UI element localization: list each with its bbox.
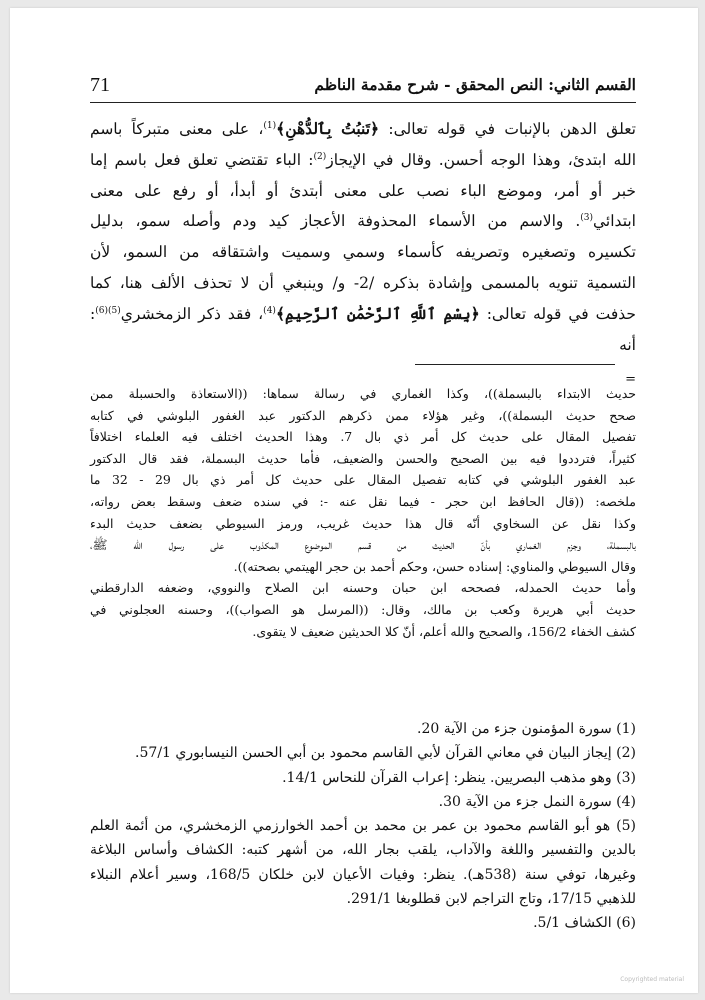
page-header	[90, 72, 636, 103]
footnote-line: حديث الابتداء بالبسملة))، وكذا الغماري في رسالة سماها: ((الاستعاذة والحسبلة ممن	[90, 386, 636, 401]
footnote-3: (3) وهو مذهب البصريين. ينظر: إعراب القرآن للنحاس 14/1.	[282, 769, 636, 786]
footnote-ref: (1)	[263, 120, 277, 131]
footnote-list	[90, 717, 636, 936]
footnote-ref: (4)	[263, 305, 276, 316]
footnote-line: كثيراً، فترددوا فيه بين الصحيح والحسن والضعيف، فأما حديث البسملة، فقد قال الدكتور	[90, 450, 636, 466]
page-number: 71	[90, 74, 110, 96]
footnote-line: كشف الخفاء 156/2، والصحيح والله أعلم، أنّ كلا الحديثين ضعيف لا يتقوى.	[252, 623, 636, 639]
text-run: ، فقد ذكر الزمخشري	[120, 304, 264, 323]
footnote-2: (2) إيجاز البيان في معاني القرآن لأبي القاسم محمود بن أبي الحسن النيسابوري 57/1.	[135, 745, 636, 762]
main-text	[90, 114, 636, 360]
text-run: : الباء تقتضي تعلق فعل باسم إما	[90, 150, 314, 169]
text-run: : أنه	[90, 304, 636, 354]
body-line	[90, 299, 636, 361]
body-line	[90, 145, 636, 176]
body-line: تكسيره وتصغيره وتصريفه كأسماء وسمي وسميت واشتقاقه من السمو، لأن	[90, 243, 636, 262]
footnote-1: (1) سورة المؤمنون جزء من الآية 20.	[416, 721, 636, 737]
footnote-ref: (3)	[580, 213, 594, 224]
footnote-ref: (5)(6)	[95, 305, 121, 316]
page	[10, 8, 698, 993]
body-line: خبر أو أمر، وموضع الباء نصب على معنى أبتدئ أو أبدأ، أو رفع على معنى	[90, 181, 636, 200]
footnote-divider	[415, 364, 615, 365]
text-run: الله ابتدئ، وهذا الوجه أحسن. وقال في الإيجاز	[326, 150, 636, 169]
footnote-5: (5) هو أبو القاسم محمود بن عمر بن محمد بن أحمد الخوارزمي الزمخشري، من أئمة العلم	[90, 818, 636, 835]
body-line	[90, 206, 636, 237]
footnote-line: وكذا نقل عن السخاوي أنّه قال هذا حديث غريب، ورمز السيوطي بضعف حديث البدء	[90, 515, 636, 531]
footnote-line: صحح حديث البسملة))، وغير هؤلاء ممن ذكرهم الدكتور عبد الغفور البلوشي في كتابه	[90, 407, 636, 423]
footnote-continuation	[90, 383, 636, 642]
text-run: . والاسم من الأسماء المحذوفة الأعجاز كيد ودم وأصله سمو، بدليل	[90, 212, 581, 231]
footnote-line: عبد الغفور البلوشي في كتابه تفصيل المقال على حديث كل أمر ذي بال 29 - 32 ما	[90, 472, 637, 488]
running-title: القسم الثاني: النص المحقق - شرح مقدمة الناظم	[314, 75, 636, 94]
footnote-4: (4) سورة النمل جزء من الآية 30.	[438, 793, 636, 810]
footnote-5-line: وغيرها، توفي سنة (538هـ). ينظر: وفيات الأعيان لابن خلكان 168/5، وسير أعلام النبلاء	[90, 866, 636, 883]
footnote-line: تفصيل المقال على حديث كل أمر ذي بال 7. وهذا الحديث اختلف فيه العلماء اختلافاً	[90, 429, 636, 445]
footnote-line: حديث أبي هريرة وكعب بن مالك، وقال: ((المرسل هو الصواب))، وحسنه العجلوني في	[90, 601, 636, 617]
text-run: تعلق الدهن بالإنبات في قوله تعالى:	[379, 120, 636, 138]
footnote-line: ملخصه: ((قال الحافظ ابن حجر - فيما نقل عنه -: في سنده ضعف وسقط بعض رواته،	[90, 493, 636, 509]
footnote-line: بالبسملة، وجزم الغماري بأنّ الحديث من قسم الموضوع المكذوب على رسول الله ﷺ،	[90, 537, 636, 553]
footnote-5-line: للذهبي 17/15، وتاج التراجم لابن قطلوبغا 291/1.	[346, 891, 636, 908]
body-line: التسمية تنويه بالمسمى وإشادة بذكره /2- و/ وينبغي أن لا تحذف الألف هنا، كما	[90, 273, 636, 292]
watermark: Copyrighted material	[620, 976, 684, 983]
footnote-line: وقال السيوطي والمناوي: إسناده حسن، وحكم أحمد بن حجر الهيتمي بصحته)).	[233, 558, 636, 574]
text-run: ابتدائي	[593, 212, 636, 231]
body-line	[90, 114, 636, 145]
footnote-line: وأما حديث الحمدله، فصححه ابن حبان وحسنه ابن الصلاح والنووي، وضعفه الدارقطني	[90, 580, 636, 596]
footnote-6: (6) الكشاف 5/1.	[533, 915, 636, 932]
continuation-mark: =	[625, 372, 636, 387]
text-run: حذفت في قوله تعالى:	[479, 304, 636, 323]
footnote-ref: (2)	[313, 151, 327, 162]
quran-verse: ﴿بِسْمِ ٱللَّهِ ٱلرَّحْمَٰنِ ٱلرَّحِيمِ﴾	[275, 303, 480, 323]
quran-verse: ﴿تَنبُتُ بِٱلدُّهْنِ﴾	[276, 119, 380, 138]
footnote-5-line: بالدين والتفسير واللغة والآداب، يلقب بجار الله، من أشهر كتبه: الكشاف وأساس البلاغة	[90, 842, 636, 859]
text-run: ، على معنى متبركاً باسم	[90, 120, 264, 138]
